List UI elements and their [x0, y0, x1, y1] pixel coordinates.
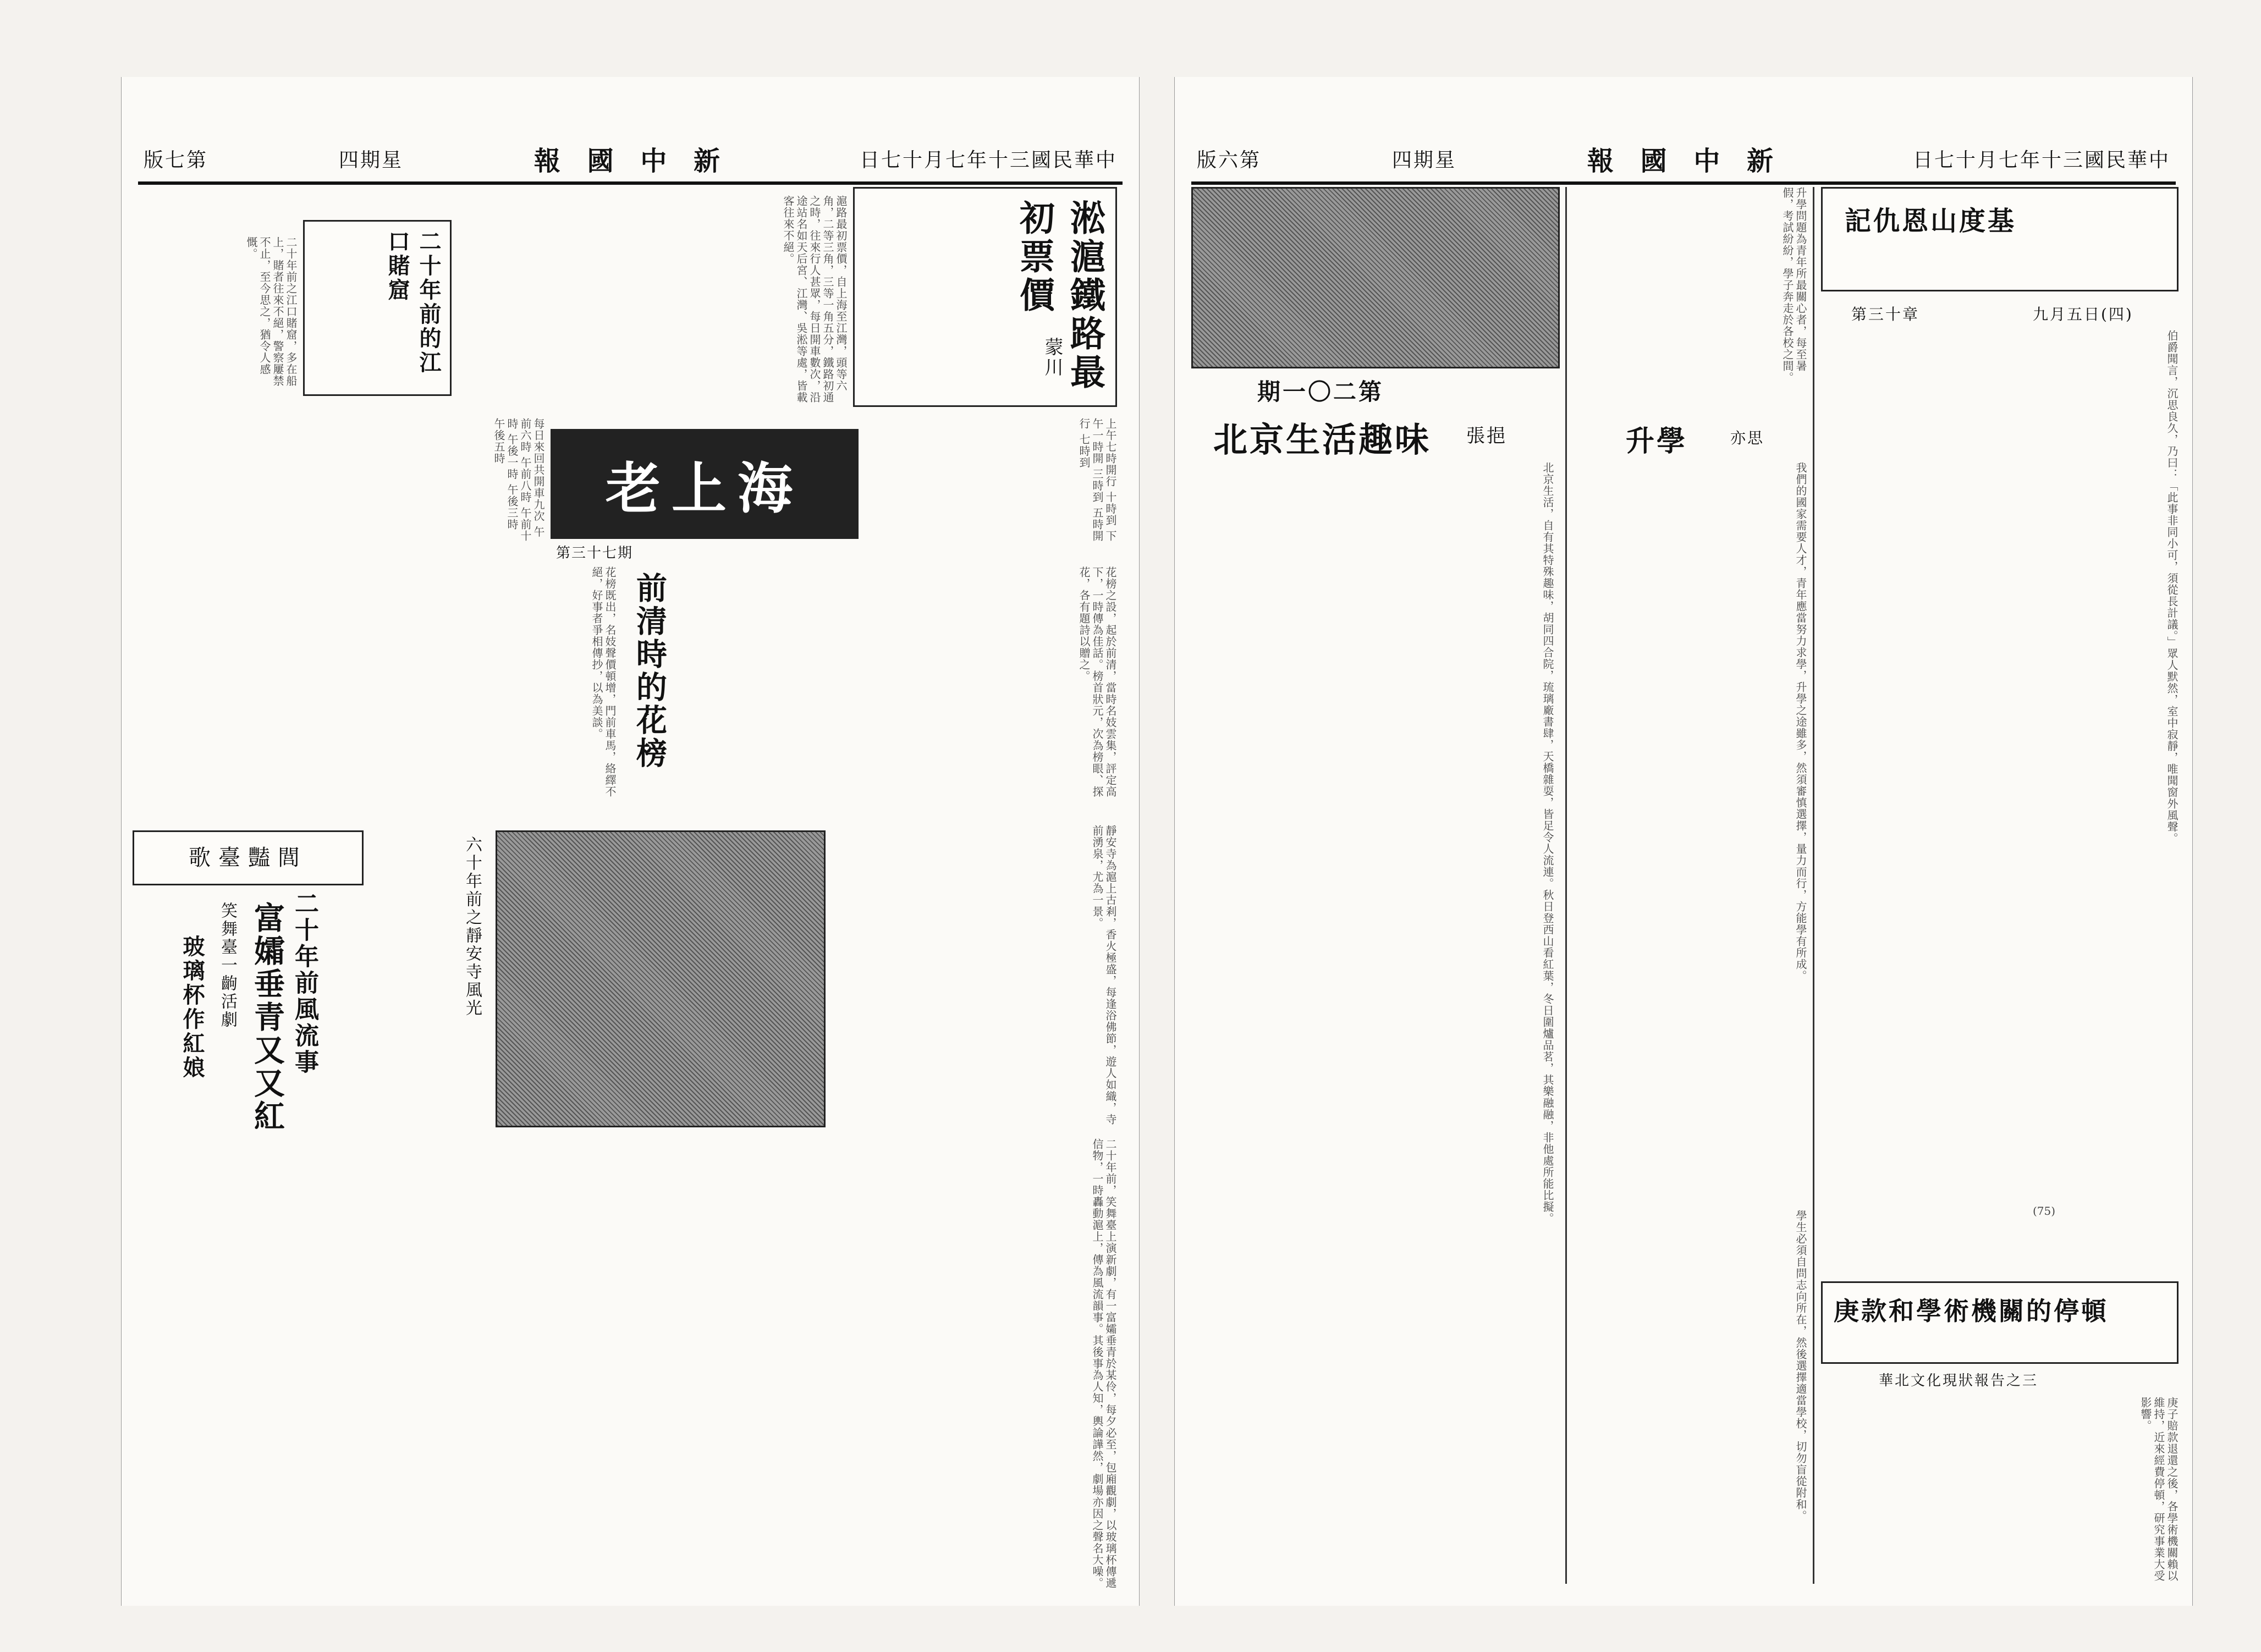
- period-label: 期一〇二第: [1257, 378, 1384, 405]
- flower-text-fill-1: 花榜之設，起於前清，當時名妓雲集，評定高下，一時傳為佳話。榜首狀元，次為榜眼、探花，各有題詩以贈之。: [1077, 566, 1117, 797]
- right-page: [1174, 77, 2193, 1606]
- novel-date: 九月五日(四): [2033, 305, 2133, 323]
- railway-author: 蒙川: [1041, 337, 1063, 378]
- stage-byline: 笑舞臺一齣活劇: [218, 902, 237, 1029]
- left-masthead: 報 國 中 新: [533, 145, 729, 177]
- right-page-header: [1175, 142, 2192, 175]
- page-number: (75): [2033, 1204, 2056, 1218]
- timetable-fill-1: 上午七時開行 十時到 下午一時開 三時到 五時開行 七時到: [1077, 418, 1117, 542]
- stage-text-fill: 二十年前，笑舞臺上演新劇，有一富孀垂青於某伶，每夕必至，包廂觀劇，以玻璃杯傳遞信物，一時轟動滬上，傳為風流韻事。其後事為人知，輿論譁然，劇場亦因之聲名大噪。: [1091, 1138, 1117, 1589]
- culture-text-fill: 庚子賠款退還之後，各學術機關賴以維持，近來經費停頓，研究事業大受影響。: [2139, 1397, 2179, 1582]
- right-masthead: 報 國 中 新: [1587, 145, 1783, 177]
- right-date: 日七十月七年十三國民華中: [1912, 148, 2170, 172]
- railway-article: [853, 187, 1117, 407]
- left-date: 日七十月七年十三國民華中: [859, 148, 1117, 172]
- left-page-header: [122, 142, 1139, 175]
- left-edition: 版七第: [144, 148, 208, 172]
- stage-subtitle: 富孀垂青又又紅: [249, 902, 285, 1133]
- culture-title: 庚款和學術機關的停頓: [1834, 1296, 2109, 1326]
- novel-chapter: 第三十章: [1851, 305, 1920, 323]
- left-page: [121, 77, 1140, 1606]
- railway-text-fill: 滬路最初票價，自上海至江灣，頭等六角，二等三角，三等一角五分，鐵路初通之時，往來行人甚眾，每日開車數次，沿途站名如天后宮、江灣、吳淞等處，皆載客往來不絕。: [782, 195, 848, 403]
- left-weekday: 四期星: [338, 148, 403, 172]
- study-author: 亦思: [1730, 429, 1765, 447]
- novel-title: 記仇恩山度基: [1845, 206, 2017, 236]
- railway-title: 淞滬鐵路最初票價: [1014, 200, 1105, 392]
- timetable-fill-2: 每日來回共開車九次 午前六時 午前八時 午前十時 午後一時 午後三時 午後五時: [492, 418, 545, 542]
- culture-subtitle: 華北文化現狀報告之三: [1879, 1373, 2039, 1389]
- study-text-fill: 我們的國家需要人才，青年應當努力求學，升學之途雖多，然須審慎選擇，量力而行，方能學有所成。: [1794, 462, 1807, 982]
- beijing-title: 北京生活趣味: [1213, 420, 1432, 460]
- temple-text-fill: 靜安寺為滬上古剎，香火極盛，每逢浴佛節，遊人如織，寺前湧泉，尤為一景。: [1091, 825, 1117, 1125]
- right-edition: 版六第: [1197, 148, 1262, 172]
- old-shanghai-issue-label: 第三十七期: [556, 545, 634, 561]
- old-shanghai-banner: 老上海: [551, 429, 859, 539]
- right-top-rule: [1191, 181, 2176, 185]
- beijing-author: 張挹: [1466, 425, 1507, 447]
- gambling-article: [303, 220, 452, 396]
- stage-title: 二十年前風流事: [290, 891, 318, 1076]
- flower-title: 前清時的花榜: [631, 572, 668, 770]
- gambling-text-fill: 二十年前之江口賭窟，多在船上，賭者往來不絕，警察屢禁不止，至今思之，猶令人感慨。: [245, 236, 298, 387]
- flower-text-fill-2: 花榜既出，名妓聲價頓增，門前車馬，絡繹不絕，好事者爭相傳抄，以為美談。: [590, 566, 617, 797]
- left-top-rule: [138, 181, 1123, 185]
- stage-header: 歌臺豔閭: [189, 845, 307, 871]
- novel-header-box: [1821, 187, 2179, 291]
- study-tail-fill: 學生必須自問志向所在，然後選擇適當學校，切勿盲從附和。: [1794, 1210, 1807, 1522]
- temple-illustration: [496, 830, 826, 1127]
- temple-caption: 六十年前之靜安寺風光: [463, 836, 482, 1017]
- novel-text-fill: 伯爵聞言，沉思良久，乃曰：「此事非同小可，須從長計議。」眾人默然，室中寂靜，唯聞窗外風聲。: [2165, 330, 2179, 844]
- header-illustration: [1191, 187, 1560, 368]
- stage-extra: 玻璃杯作紅娘: [179, 935, 205, 1080]
- study-title: 升學: [1626, 425, 1688, 458]
- column-divider-2: [1813, 187, 1814, 1584]
- stage-header-box: [133, 830, 364, 885]
- study-intro-fill: 升學問題為青年所最關心者，每至暑假，考試紛紛，學子奔走於各校之間。: [1781, 187, 1807, 383]
- right-weekday: 四期星: [1391, 148, 1456, 172]
- column-divider-1: [1565, 187, 1567, 1584]
- gambling-title: 二十年前的江口賭窟: [384, 230, 442, 375]
- culture-title-box: [1821, 1281, 2179, 1364]
- beijing-text-fill: 北京生活，自有其特殊趣味，胡同四合院，琉璃廠書肆，天橋雜耍，皆足令人流連。秋日登西山看紅葉，冬日圍爐品茗，其樂融融，非他處所能比擬。: [1541, 462, 1554, 1224]
